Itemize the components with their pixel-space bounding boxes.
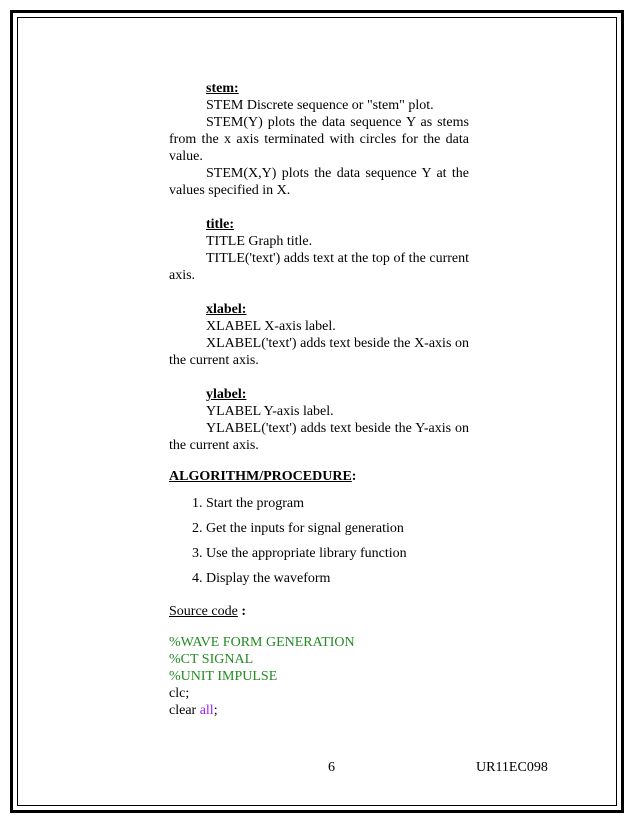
algorithm-heading: ALGORITHM/PROCEDURE: xyxy=(169,469,357,484)
algorithm-step: 3. Use the appropriate library function xyxy=(206,545,469,562)
algorithm-step: 1. Start the program xyxy=(206,495,469,512)
section-stem xyxy=(169,80,469,199)
heading-title: title: xyxy=(206,217,234,232)
heading-xlabel: xlabel: xyxy=(206,302,247,317)
section-ylabel xyxy=(169,386,469,454)
heading-stem: stem: xyxy=(206,81,239,96)
xlabel-summary: XLABEL X-axis label. xyxy=(206,319,336,334)
algorithm-step: 4. Display the waveform xyxy=(206,570,469,587)
stem-summary: STEM Discrete sequence or "stem" plot. xyxy=(206,98,434,113)
ylabel-description: YLABEL('text') adds text beside the Y-axis on the current axis. xyxy=(169,421,469,453)
algorithm-steps xyxy=(169,495,469,587)
stem-description-2: STEM(X,Y) plots the data sequence Y at the values specified in X. xyxy=(169,166,469,198)
title-description: TITLE('text') adds text at the top of the current axis. xyxy=(169,251,469,283)
heading-ylabel: ylabel: xyxy=(206,387,247,402)
section-xlabel xyxy=(169,301,469,369)
code-comment: %UNIT IMPULSE xyxy=(169,669,278,684)
code-comment: %CT SIGNAL xyxy=(169,652,254,667)
source-code-heading: Source code : xyxy=(169,604,246,619)
ylabel-summary: YLABEL Y-axis label. xyxy=(206,404,334,419)
code-line: clc; xyxy=(169,686,190,701)
code-comment: %WAVE FORM GENERATION xyxy=(169,635,355,650)
title-summary: TITLE Graph title. xyxy=(206,234,313,249)
xlabel-description: XLABEL('text') adds text beside the X-axis on the current axis. xyxy=(169,336,469,368)
page-number: 6 xyxy=(328,760,335,775)
algorithm-step: 2. Get the inputs for signal generation xyxy=(206,520,469,537)
section-title xyxy=(169,216,469,284)
document-id: UR11EC098 xyxy=(476,760,548,775)
source-code-block xyxy=(169,634,469,719)
code-line: clear all; xyxy=(169,703,218,718)
stem-description-1: STEM(Y) plots the data sequence Y as stems from the x axis terminated with circles for the data value. xyxy=(169,115,469,164)
document-body xyxy=(169,80,469,719)
